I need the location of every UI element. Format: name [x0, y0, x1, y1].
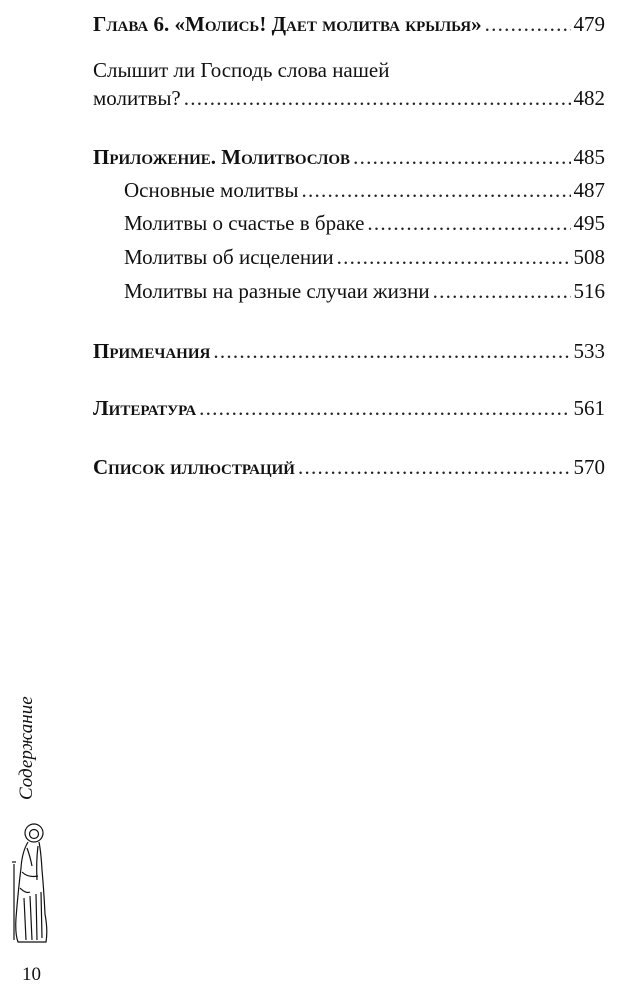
toc-subentry: [124, 211, 605, 235]
toc-entry-page: 487: [573, 178, 605, 202]
toc-entry-chapter-6: [93, 12, 605, 36]
leader-dots: [199, 396, 570, 420]
toc-subentry: [124, 279, 605, 303]
saint-icon: [8, 822, 54, 946]
toc-entry-page: 561: [573, 396, 605, 420]
toc-entry-title: Литература: [93, 396, 197, 420]
leader-dots: [337, 245, 571, 269]
toc-entry-hears-line-1: Слышит ли Господь слова нашей: [93, 58, 390, 82]
toc-entry-page: 570: [573, 455, 605, 479]
leader-dots: [433, 279, 571, 303]
running-head: Содержание: [16, 696, 37, 800]
toc-entry-title: Приложение. Молитвослов: [93, 145, 351, 169]
leader-dots: [485, 12, 571, 36]
toc-entry-appendix: [93, 145, 605, 169]
leader-dots: [213, 339, 570, 363]
toc-entry-page: 482: [573, 86, 605, 110]
toc-subentry: [124, 245, 605, 269]
toc-entry-page: 495: [573, 211, 605, 235]
page-number: 10: [22, 964, 41, 985]
toc-subentry: [124, 178, 605, 202]
leader-dots: [367, 211, 570, 235]
toc-entry-page: 485: [573, 145, 605, 169]
toc-entry-title: Основные молитвы: [124, 178, 299, 202]
toc-entry-title: молитвы?: [93, 86, 181, 110]
toc-entry-title: Примечания: [93, 339, 211, 363]
toc-entry-notes: [93, 339, 605, 363]
toc-entry-page: 479: [573, 12, 605, 36]
toc-entry-title: Глава 6. «Молись! Дает молитва крылья»: [93, 12, 482, 36]
toc-entry-illustrations: [93, 455, 605, 479]
toc-entry-page: 508: [573, 245, 605, 269]
toc-entry-hears: [93, 86, 605, 110]
toc-entry-page: 516: [573, 279, 605, 303]
leader-dots: [302, 178, 571, 202]
toc-entry-page: 533: [573, 339, 605, 363]
leader-dots: [353, 145, 570, 169]
toc-entry-title: Молитвы о счастье в браке: [124, 211, 365, 235]
toc-entry-title: Молитвы об исцелении: [124, 245, 334, 269]
leader-dots: [184, 86, 571, 110]
toc-entry-literature: [93, 396, 605, 420]
leader-dots: [298, 455, 571, 479]
toc-entry-title: Молитвы на разные случаи жизни: [124, 279, 430, 303]
toc-entry-title: Список иллюстраций: [93, 455, 295, 479]
